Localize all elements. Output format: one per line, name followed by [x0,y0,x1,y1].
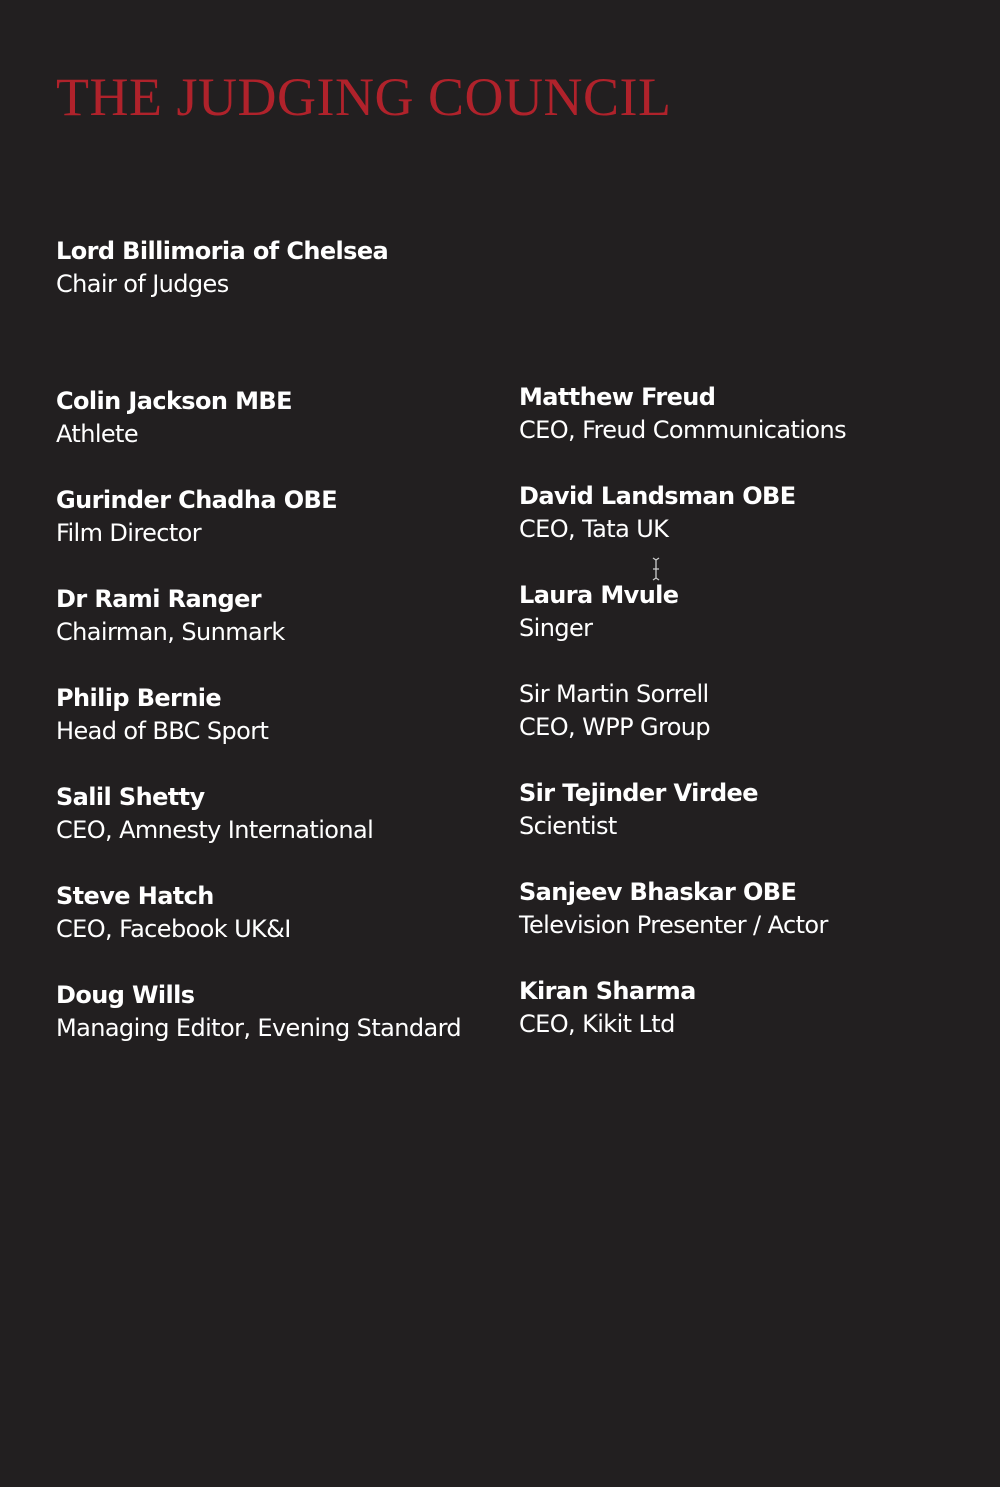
judge-entry [56,682,496,748]
judge-role: CEO, WPP Group [519,713,711,741]
judge-role: Film Director [56,519,202,547]
judge-name: Steve Hatch [56,882,214,910]
judge-role: Athlete [56,420,139,448]
judge-entry [56,781,496,847]
judge-role: CEO, Freud Communications [519,416,846,444]
judge-name: Sir Tejinder Virdee [519,779,758,807]
judge-name: Lord Billimoria of Chelsea [56,237,389,265]
judge-name: Sanjeev Bhaskar OBE [519,878,797,906]
judge-role: Television Presenter / Actor [519,911,828,939]
judge-name: Salil Shetty [56,783,205,811]
judge-name: Philip Bernie [56,684,222,712]
judge-entry [519,876,959,942]
page-title: THE JUDGING COUNCIL [56,67,672,127]
judge-role: CEO, Tata UK [519,515,669,543]
judge-role: CEO, Amnesty International [56,816,374,844]
judge-role: Chairman, Sunmark [56,618,285,646]
judge-name: Doug Wills [56,981,195,1009]
judge-entry [519,777,959,843]
judge-entry [56,385,496,451]
judge-role: CEO, Facebook UK&I [56,915,291,943]
judge-name: Gurinder Chadha OBE [56,486,337,514]
judge-entry [56,979,496,1045]
judge-role: Singer [519,614,593,642]
judge-entry [519,480,959,546]
judge-name: Laura Mvule [519,581,679,609]
judge-name: Dr Rami Ranger [56,585,262,613]
judge-entry [56,484,496,550]
judge-entry [56,880,496,946]
judge-role: CEO, Kikit Ltd [519,1010,675,1038]
judge-entry [519,579,959,645]
chair-entry [56,235,496,301]
judge-role: Head of BBC Sport [56,717,269,745]
text-cursor-icon [650,557,662,581]
judge-entry [519,678,959,744]
judge-entry [56,583,496,649]
judge-name: David Landsman OBE [519,482,796,510]
judge-entry [519,975,959,1041]
judge-name: Sir Martin Sorrell [519,680,709,708]
judge-role: Chair of Judges [56,270,229,298]
judge-role: Scientist [519,812,617,840]
judge-entry [519,381,959,447]
judge-name: Colin Jackson MBE [56,387,292,415]
judge-name: Kiran Sharma [519,977,696,1005]
judge-role: Managing Editor, Evening Standard [56,1014,462,1042]
judge-name: Matthew Freud [519,383,716,411]
